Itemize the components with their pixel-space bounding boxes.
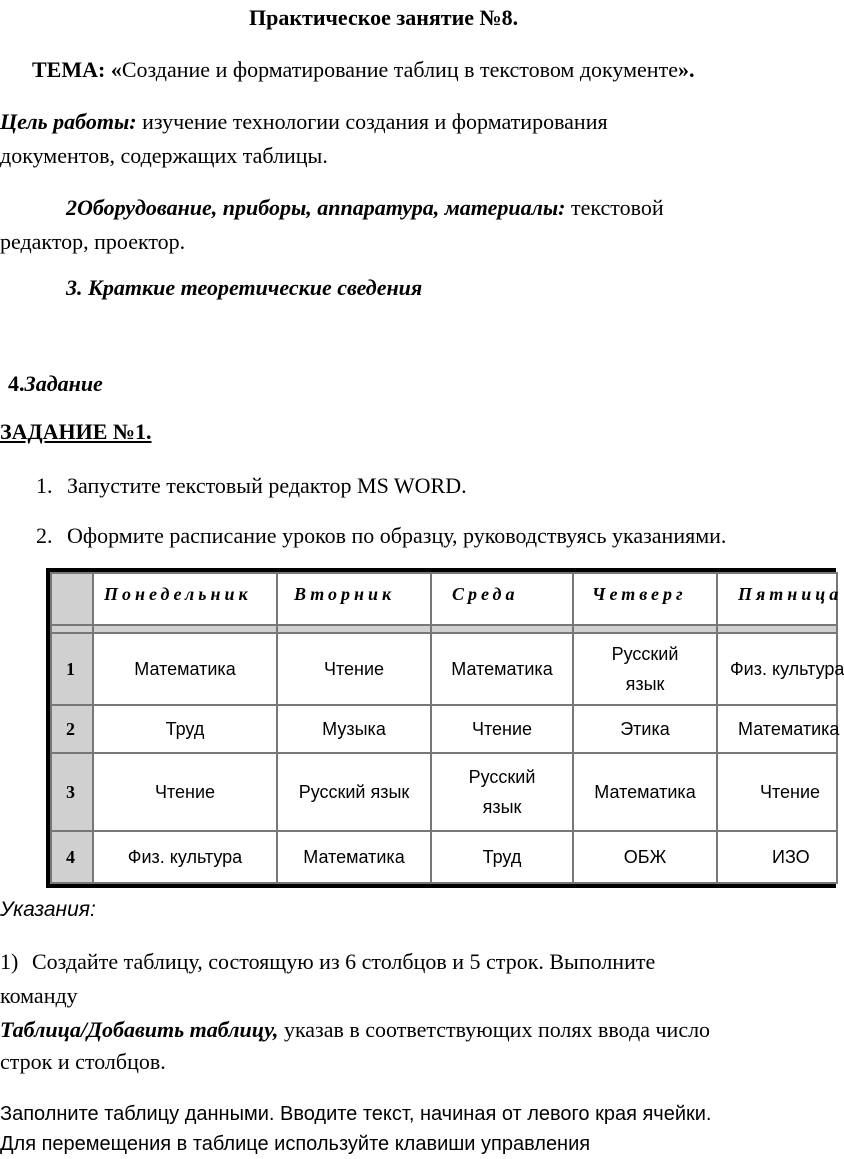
lesson-number: 3 bbox=[51, 753, 93, 831]
lesson-cell: Труд bbox=[93, 705, 277, 753]
equipment-text-1: текстовой bbox=[565, 195, 664, 220]
lesson-number: 1 bbox=[51, 633, 93, 705]
lesson-cell: Математика bbox=[717, 705, 837, 753]
schedule-corner-cell bbox=[51, 573, 93, 625]
instruction-1-text-1: Создайте таблицу, состоящую из 6 столбцов и 5 строк. Выполните bbox=[32, 949, 656, 974]
task-heading-label: Задание bbox=[24, 371, 103, 396]
theme-end: ». bbox=[677, 57, 695, 82]
fill-text-line-1: Заполните таблицу данными. Вводите текст, начиная от левого края ячейки. bbox=[0, 1103, 712, 1125]
fill-text-line-2: Для перемещения в таблице используйте клавиши управления bbox=[0, 1133, 591, 1155]
lesson-cell: Чтение bbox=[717, 753, 837, 831]
schedule-table bbox=[50, 572, 844, 884]
day-header: Вторник bbox=[277, 573, 431, 625]
equipment-line-2: редактор, проектор. bbox=[0, 229, 186, 254]
lesson-cell: Чтение bbox=[93, 753, 277, 831]
lesson-number: 2 bbox=[51, 705, 93, 753]
instruction-1-line-3 bbox=[0, 1016, 710, 1044]
task-heading-num: 4. bbox=[8, 371, 25, 396]
goal-line-2: документов, содержащих таблицы. bbox=[0, 143, 328, 168]
instruction-1-num: 1) bbox=[0, 949, 19, 974]
lesson-cell: Физ. культура bbox=[717, 633, 837, 705]
schedule-table-frame bbox=[46, 568, 844, 888]
schedule-separator bbox=[51, 625, 837, 633]
lesson-cell: Чтение bbox=[277, 633, 431, 705]
step-1-text: Запустите текстовый редактор MS WORD. bbox=[67, 473, 467, 498]
lesson-cell: Музыка bbox=[277, 705, 431, 753]
equipment-label: 2Оборудование, приборы, аппаратура, материалы: bbox=[66, 195, 566, 220]
table-row bbox=[51, 831, 837, 883]
lesson-cell: ОБЖ bbox=[573, 831, 717, 883]
theme-label: ТЕМА: « bbox=[32, 57, 122, 82]
lesson-cell: Русский язык bbox=[573, 633, 717, 705]
schedule-table-inner bbox=[50, 572, 844, 884]
instruction-1-text-3: указав в соответствующих полях ввода число bbox=[278, 1017, 711, 1042]
goal-text-1: изучение технологии создания и форматирования bbox=[136, 109, 608, 134]
page-title: Практическое занятие №8. bbox=[249, 5, 519, 30]
lesson-number: 4 bbox=[51, 831, 93, 883]
instruction-1-line-2: команду bbox=[0, 983, 78, 1008]
instructions-heading: Указания: bbox=[0, 898, 96, 921]
theory-heading: 3. Краткие теоретические сведения bbox=[66, 275, 423, 300]
assignment-heading: ЗАДАНИЕ №1. bbox=[0, 419, 152, 444]
lesson-cell: Русский язык bbox=[431, 753, 573, 831]
lesson-cell: Математика bbox=[93, 633, 277, 705]
theme-line bbox=[32, 56, 694, 84]
instruction-1-line-1 bbox=[0, 948, 656, 976]
day-header: Среда bbox=[431, 573, 573, 625]
goal-label: Цель работы: bbox=[0, 109, 137, 134]
lesson-cell: Труд bbox=[431, 831, 573, 883]
step-1 bbox=[36, 472, 467, 500]
table-row bbox=[51, 753, 837, 831]
day-header: Понедельник bbox=[93, 573, 277, 625]
lesson-cell: Русский язык bbox=[277, 753, 431, 831]
step-2 bbox=[36, 522, 727, 550]
lesson-cell: Чтение bbox=[431, 705, 573, 753]
step-1-num: 1. bbox=[36, 473, 53, 498]
lesson-cell: Математика bbox=[573, 753, 717, 831]
day-header: Пятница bbox=[717, 573, 837, 625]
lesson-cell: Этика bbox=[573, 705, 717, 753]
lesson-cell: ИЗО bbox=[717, 831, 837, 883]
lesson-cell: Математика bbox=[277, 831, 431, 883]
day-header: Четверг bbox=[573, 573, 717, 625]
instruction-1-command: Таблица/Добавить таблицу, bbox=[0, 1017, 279, 1042]
equipment-line-1 bbox=[66, 194, 664, 222]
goal-line-1 bbox=[0, 108, 608, 136]
step-2-text: Оформите расписание уроков по образцу, руководствуясь указаниями. bbox=[67, 523, 727, 548]
lesson-cell: Физ. культура bbox=[93, 831, 277, 883]
lesson-cell: Математика bbox=[431, 633, 573, 705]
step-2-num: 2. bbox=[36, 523, 53, 548]
instruction-1-line-4: строк и столбцов. bbox=[0, 1049, 166, 1074]
task-heading bbox=[8, 370, 103, 398]
table-row bbox=[51, 633, 837, 705]
theme-text: Создание и форматирование таблиц в текстовом документе bbox=[121, 57, 678, 82]
schedule-header-row bbox=[51, 573, 837, 625]
table-row bbox=[51, 705, 837, 753]
